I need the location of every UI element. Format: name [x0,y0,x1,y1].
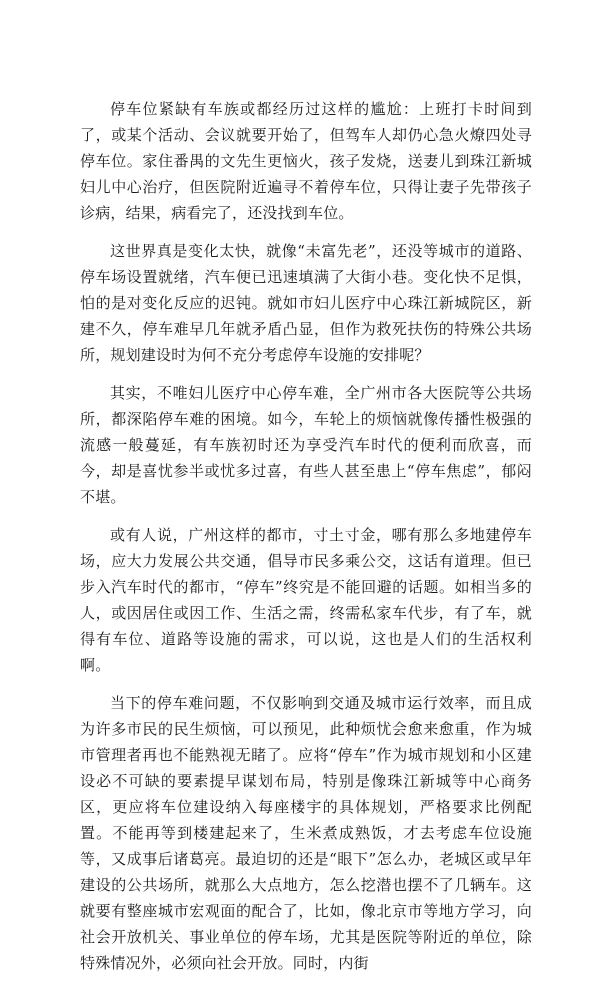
paragraph-4: 或有人说，广州这样的都市，寸土寸金，哪有那么多地建停车场，应大力发展公共交通，倡导市民多乘公交，这话有道理。但已步入汽车时代的都市，“停车”终究是不能回避的话题。如相当多的人，或因居住或因工作、生活之需，终需私家车代步，有了车，就得有车位、道路等设施的需求，可以说，这也是人们的生活权利啊。 [80,526,532,674]
paragraph-1: 停车位紧缺有车族或都经历过这样的尴尬：上班打卡时间到了，或某个活动、会议就要开始了，但驾车人却仍心急火燎四处寻停车位。家住番禺的文先生更恼火，孩子发烧，送妻儿到珠江新城妇儿中心治疗，但医院附近遍寻不着停车位，只得让妻子先带孩子诊病，结果，病看完了，还没找到车位。 [80,100,532,222]
document-page [80,96,532,988]
paragraph-5: 当下的停车难问题，不仅影响到交通及城市运行效率，而且成为许多市民的民生烦恼，可以预见，此种烦忧会愈来愈重，作为城市管理者再也不能熟视无睹了。应将“停车”作为城市规划和小区建设必不可缺的要素提早谋划布局，特别是像珠江新城等中心商务区，更应将车位建设纳入每座楼宇的具体规划，严格要求比例配置。不能再等到楼建起来了，生米煮成熟饭，才去考虑车位设施等，又成事后诸葛亮。最迫切的还是“眼下”怎么办，老城区或早年建设的公共场所，就那么大点地方，怎么挖潜也摆不了几辆车。这就要有整座城市宏观面的配合了，比如，像北京市等地方学习，向社会开放机关、事业单位的停车场，尤其是医院等附近的单位，除特殊情况外，必须向社会开放。同时，内街 [80,694,532,972]
paragraph-2: 这世界真是变化太快，就像“未富先老”，还没等城市的道路、停车场设置就绪，汽车便已迅速填满了大街小巷。变化快不足惧，怕的是对变化反应的迟钝。就如市妇儿医疗中心珠江新城院区，新建不久，停车难早几年就矛盾凸显，但作为救死扶伤的特殊公共场所，规划建设时为何不充分考虑停车设施的安排呢？ [80,242,532,364]
paragraph-3: 其实，不唯妇儿医疗中心停车难，全广州市各大医院等公共场所，都深陷停车难的困境。如今，车轮上的烦恼就像传播性极强的流感一般蔓延，有车族初时还为享受汽车时代的便利而欣喜，而今，却是喜忧参半或忧多过喜，有些人甚至患上“停车焦虑”，郁闷不堪。 [80,384,532,506]
